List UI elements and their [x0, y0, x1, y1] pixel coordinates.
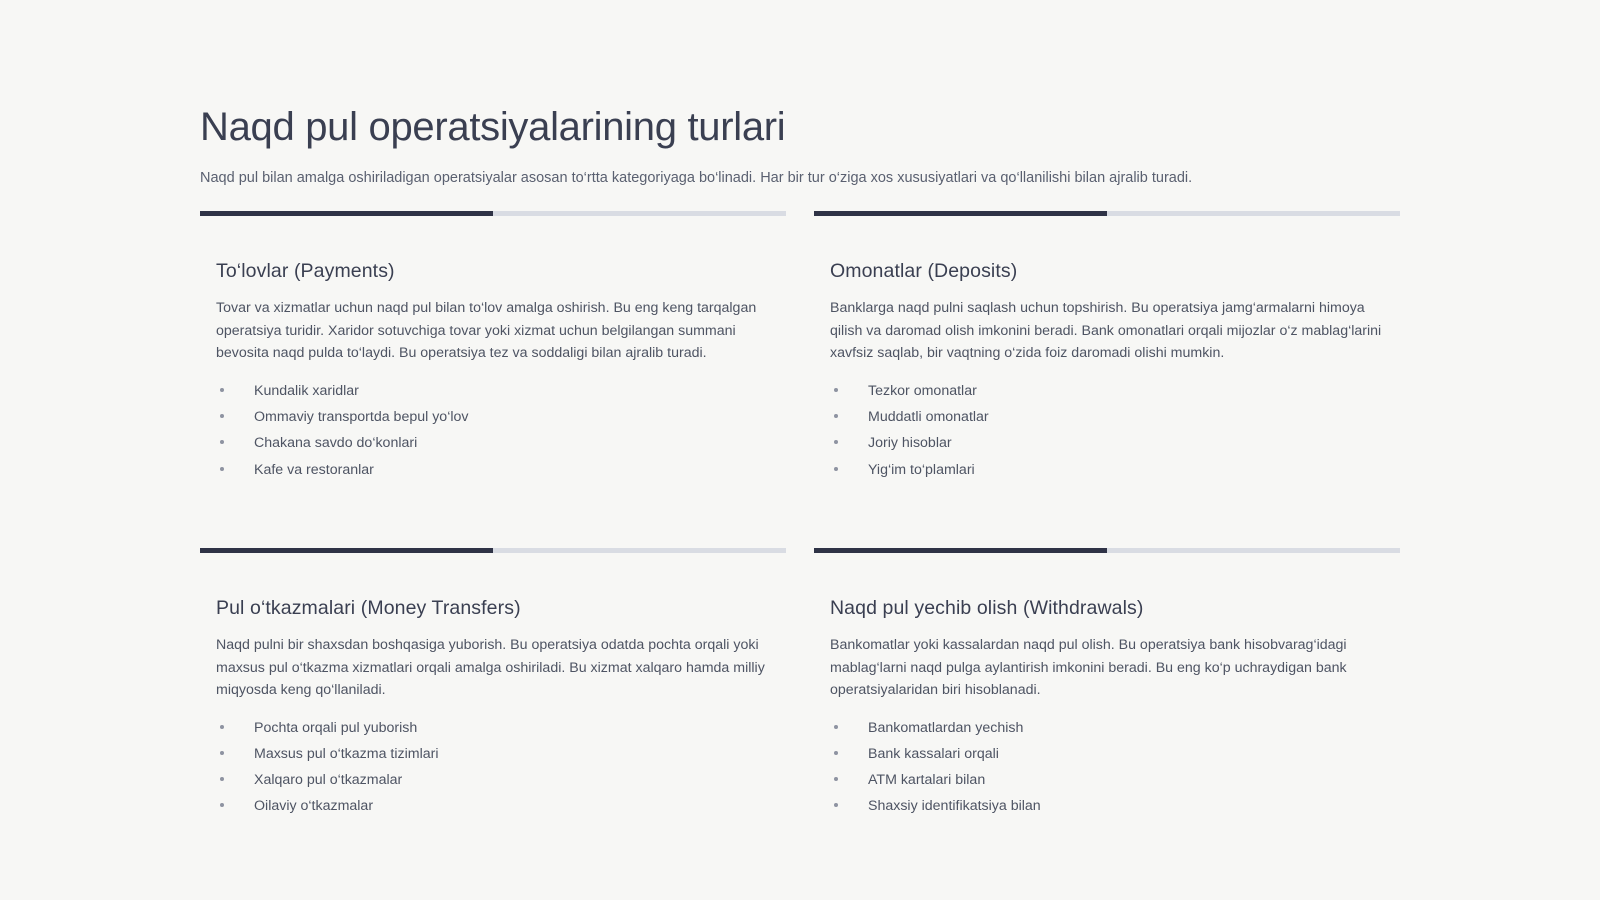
- list-item-label: Xalqaro pul o‘tkazmalar: [254, 772, 403, 789]
- list-item-label: Shaxsiy identifikatsiya bilan: [868, 798, 1041, 815]
- list-item: [830, 460, 1384, 480]
- card-title: Omonatlar (Deposits): [830, 260, 1018, 283]
- card-title: Pul o‘tkazmalari (Money Transfers): [216, 596, 521, 619]
- list-item: [216, 744, 770, 764]
- list-item-label: Maxsus pul o‘tkazma tizimlari: [254, 746, 439, 763]
- card-accent-rule: [814, 211, 1400, 216]
- list-item-label: Joriy hisoblar: [868, 435, 952, 452]
- card-bullet-list: [830, 381, 1384, 480]
- cards-grid-row-1: [200, 211, 1400, 486]
- card-accent-rule: [200, 548, 786, 553]
- cards-grid-row-2: [200, 548, 1400, 823]
- list-item: [830, 718, 1384, 738]
- page-title: Naqd pul operatsiyalarining turlari: [200, 105, 786, 149]
- list-item: [216, 381, 770, 401]
- list-item-label: Kafe va restoranlar: [254, 461, 374, 478]
- list-item-label: Kundalik xaridlar: [254, 383, 359, 400]
- card-deposits: [814, 211, 1400, 486]
- list-item-label: ATM kartalari bilan: [868, 772, 986, 789]
- list-item-label: Yig‘im to‘plamlari: [868, 461, 975, 478]
- card-accent-rule: [200, 211, 786, 216]
- list-item: [216, 407, 770, 427]
- list-item-label: Pochta orqali pul yuborish: [254, 719, 418, 736]
- card-body: [814, 597, 1400, 817]
- list-item: [216, 718, 770, 738]
- list-item: [216, 796, 770, 816]
- card-title: To‘lovlar (Payments): [216, 260, 395, 283]
- card-payments: [200, 211, 786, 486]
- card-accent-fill: [200, 548, 493, 553]
- list-item-label: Bank kassalari orqali: [868, 746, 999, 763]
- row-spacer: [200, 486, 1400, 548]
- bullet-dot-icon: [220, 440, 224, 444]
- card-withdrawals: [814, 548, 1400, 823]
- bullet-dot-icon: [220, 777, 224, 781]
- list-item-label: Tezkor omonatlar: [868, 383, 977, 400]
- bullet-dot-icon: [834, 803, 838, 807]
- card-money-transfers: [200, 548, 786, 823]
- card-body: [200, 597, 786, 817]
- card-description: Naqd pulni bir shaxsdan boshqasiga yuborish. Bu operatsiya odatda pochta orqali yoki maxsus pul o‘tkazma xizmatlari orqali amalga oshiriladi. Bu xizmat xalqaro hamda milliy miqyosda keng qo‘llaniladi.: [216, 636, 765, 699]
- card-accent-fill: [814, 548, 1107, 553]
- list-item: [830, 770, 1384, 790]
- bullet-dot-icon: [220, 467, 224, 471]
- card-description: Bankomatlar yoki kassalardan naqd pul olish. Bu operatsiya bank hisobvarag‘idagi mablag‘larni naqd pulga aylantirish imkonini beradi. Bu eng ko‘p uchraydigan bank operatsiyalaridan biri hisoblanadi.: [830, 636, 1347, 699]
- card-accent-rule: [814, 548, 1400, 553]
- bullet-dot-icon: [834, 751, 838, 755]
- card-description: Banklarga naqd pulni saqlash uchun topshirish. Bu operatsiya jamg‘armalarni himoya qilish va daromad olish imkonini beradi. Bank omonatlari orqali mijozlar o‘z mablag‘larini xavfsiz saqlab, bir vaqtning o‘zida foiz daromadi olishi mumkin.: [830, 300, 1382, 362]
- bullet-dot-icon: [834, 725, 838, 729]
- bullet-dot-icon: [834, 440, 838, 444]
- list-item: [830, 433, 1384, 453]
- page-subtitle: Naqd pul bilan amalga oshiriladigan operatsiyalar asosan to‘rtta kategoriyaga bo‘linadi. Har bir tur o‘ziga xos xususiyatlari va qo‘llanilishi bilan ajralib turadi.: [200, 170, 1193, 186]
- card-body: [200, 260, 786, 480]
- list-item: [830, 796, 1384, 816]
- list-item: [830, 744, 1384, 764]
- bullet-dot-icon: [834, 414, 838, 418]
- bullet-dot-icon: [220, 388, 224, 392]
- bullet-dot-icon: [220, 414, 224, 418]
- card-bullet-list: [216, 381, 770, 480]
- card-accent-fill: [814, 211, 1107, 216]
- list-item: [830, 407, 1384, 427]
- bullet-dot-icon: [834, 467, 838, 471]
- list-item-label: Bankomatlardan yechish: [868, 719, 1024, 736]
- list-item-label: Chakana savdo do‘konlari: [254, 435, 418, 452]
- list-item: [830, 381, 1384, 401]
- card-body: [814, 260, 1400, 480]
- bullet-dot-icon: [220, 725, 224, 729]
- list-item: [216, 433, 770, 453]
- list-item-label: Ommaviy transportda bepul yo‘lov: [254, 409, 469, 426]
- list-item-label: Muddatli omonatlar: [868, 409, 989, 426]
- bullet-dot-icon: [220, 751, 224, 755]
- list-item: [216, 460, 770, 480]
- bullet-dot-icon: [220, 803, 224, 807]
- list-item: [216, 770, 770, 790]
- card-bullet-list: [830, 718, 1384, 817]
- card-accent-fill: [200, 211, 493, 216]
- bullet-dot-icon: [834, 388, 838, 392]
- bullet-dot-icon: [834, 777, 838, 781]
- card-bullet-list: [216, 718, 770, 817]
- card-description: Tovar va xizmatlar uchun naqd pul bilan to‘lov amalga oshirish. Bu eng keng tarqalgan operatsiya turidir. Xaridor sotuvchiga tovar yoki xizmat uchun belgilangan summani bevosita naqd pulda to‘laydi. Bu operatsiya tez va soddaligi bilan ajralib turadi.: [216, 300, 757, 362]
- card-title: Naqd pul yechib olish (Withdrawals): [830, 596, 1144, 619]
- list-item-label: Oilaviy o‘tkazmalar: [254, 798, 374, 815]
